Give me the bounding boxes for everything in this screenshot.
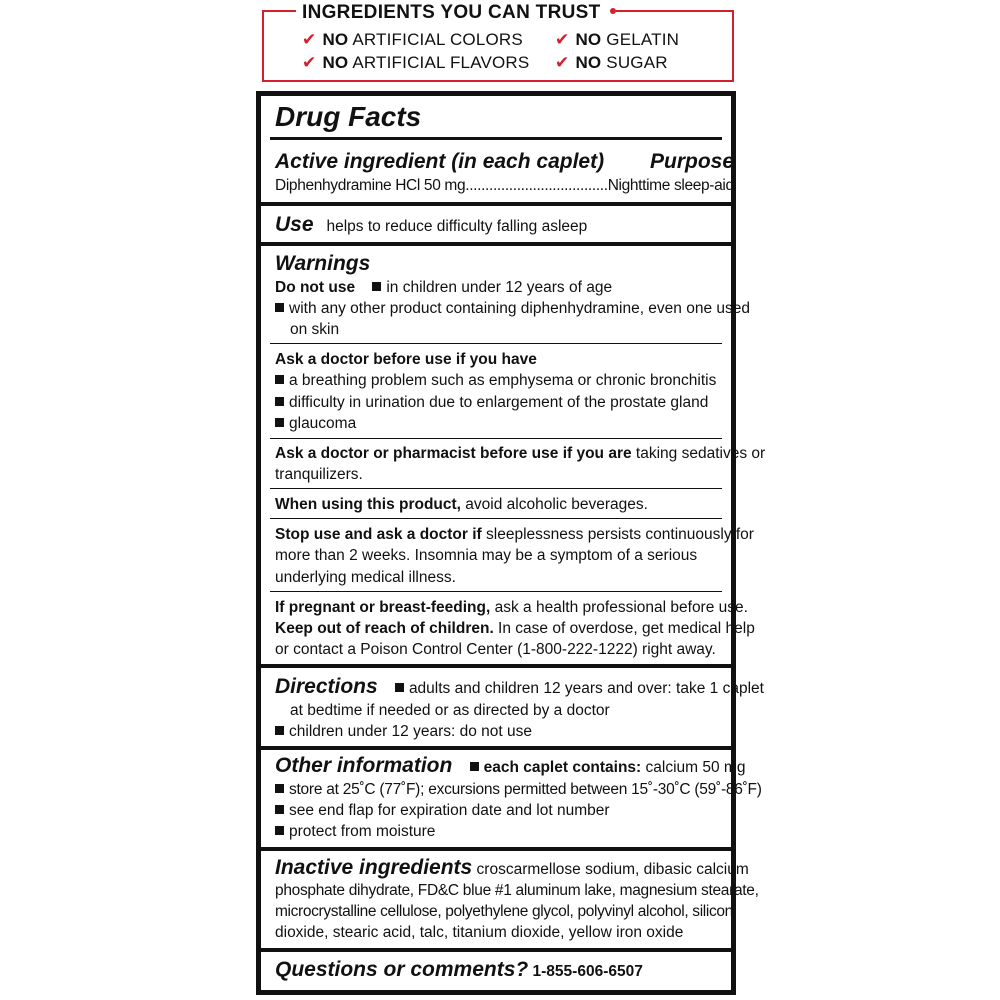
- questions-heading: Questions or comments?: [275, 958, 529, 981]
- inactive-line-3: microcrystalline cellulose, polyethylene glycol, polyvinyl alcohol, silicon: [275, 903, 733, 920]
- directions-heading: Directions: [275, 675, 378, 698]
- bullet-square-icon: [372, 282, 381, 291]
- directions-line-2: at bedtime if needed or as directed by a doctor: [290, 702, 610, 719]
- use-section: [275, 212, 587, 238]
- active-ingredient-line: Diphenhydramine HCl 50 mg....................................Nighttime sleep-aid: [275, 177, 734, 194]
- bullet-square-icon: [470, 762, 479, 771]
- active-ingredient-heading: Active ingredient (in each caplet): [275, 150, 605, 173]
- do-not-use-item: with any other product containing diphenhydramine, even one used: [275, 299, 750, 319]
- other-info-item: store at 25˚C (77˚F); excursions permitted between 15˚-30˚C (59˚-86˚F): [275, 780, 762, 800]
- bullet-square-icon: [275, 784, 284, 793]
- trust-banner-border-right: [616, 10, 734, 12]
- bullet-square-icon: [275, 826, 284, 835]
- stop-use-line-2: more than 2 weeks. Insomnia may be a symptom of a serious: [275, 547, 698, 564]
- questions-phone: 1-855-606-6507: [528, 963, 643, 980]
- bullet-square-icon: [275, 303, 284, 312]
- divider: [270, 518, 722, 519]
- other-info-heading: Other information: [275, 754, 453, 777]
- divider: [270, 343, 722, 344]
- other-info-item: protect from moisture: [275, 822, 435, 842]
- checkmark-icon: ✔: [555, 30, 570, 50]
- when-using-line: When using this product, avoid alcoholic beverages.: [275, 496, 648, 513]
- bullet-square-icon: [275, 726, 284, 735]
- ask-doctor-heading: Ask a doctor before use if you have: [275, 351, 537, 368]
- ask-doctor-item: glaucoma: [275, 414, 356, 434]
- trust-item-no-gelatin: ✔ NO GELATIN: [555, 30, 680, 50]
- stop-use-line: Stop use and ask a doctor if sleeplessness persists continuously for: [275, 526, 754, 543]
- section-divider: [261, 664, 731, 668]
- bullet-square-icon: [275, 418, 284, 427]
- stop-use-line-3: underlying medical illness.: [275, 569, 456, 586]
- section-divider: [261, 746, 731, 750]
- bullet-square-icon: [275, 397, 284, 406]
- bullet-square-icon: [395, 683, 404, 692]
- checkmark-icon: ✔: [302, 30, 317, 50]
- inactive-line: Inactive ingredients croscarmellose sodium, dibasic calcium: [275, 856, 749, 879]
- trust-item-no-artificial-flavors: ✔ NO ARTIFICIAL FLAVORS: [302, 53, 530, 73]
- ask-pharmacist-line-cont: tranquilizers.: [275, 466, 363, 483]
- divider: [270, 438, 722, 439]
- keep-out-line-2: or contact a Poison Control Center (1-800-222-1222) right away.: [275, 641, 716, 658]
- do-not-use-item-cont: on skin: [290, 321, 340, 338]
- divider: [270, 137, 722, 140]
- ask-doctor-item: a breathing problem such as emphysema or chronic bronchitis: [275, 371, 716, 391]
- ask-doctor-item: difficulty in urination due to enlargement of the prostate gland: [275, 393, 708, 413]
- use-text: helps to reduce difficulty falling asleep: [326, 218, 588, 235]
- keep-out-line: Keep out of reach of children. In case of overdose, get medical help: [275, 620, 755, 637]
- bullet-square-icon: [275, 805, 284, 814]
- trust-item-no-sugar: ✔ NO SUGAR: [555, 53, 668, 73]
- divider: [270, 488, 722, 489]
- trust-banner-border-left: [262, 10, 296, 12]
- checkmark-icon: ✔: [555, 53, 570, 73]
- directions-item: children under 12 years: do not use: [275, 722, 532, 742]
- section-divider: [261, 242, 731, 246]
- purpose-heading: Purpose: [650, 150, 735, 173]
- do-not-use-line: Do not use in children under 12 years of age: [275, 279, 613, 296]
- drug-facts-title: Drug Facts: [275, 101, 422, 132]
- warnings-heading: Warnings: [275, 252, 371, 275]
- inactive-heading: Inactive ingredients: [275, 856, 473, 879]
- trust-banner-title: INGREDIENTS YOU CAN TRUST: [302, 2, 601, 23]
- checkmark-icon: ✔: [302, 53, 317, 73]
- divider: [270, 591, 722, 592]
- other-info-item: see end flap for expiration date and lot number: [275, 801, 610, 821]
- section-divider: [261, 202, 731, 206]
- trust-banner-dot: [610, 8, 616, 14]
- bullet-square-icon: [275, 375, 284, 384]
- use-heading: Use: [275, 213, 314, 236]
- inactive-line-2: phosphate dihydrate, FD&C blue #1 aluminum lake, magnesium stearate,: [275, 882, 759, 899]
- ask-pharmacist-line: Ask a doctor or pharmacist before use if you are taking sedatives or: [275, 445, 766, 462]
- trust-item-no-artificial-colors: ✔ NO ARTIFICIAL COLORS: [302, 30, 523, 50]
- inactive-line-4: dioxide, stearic acid, talc, titanium dioxide, yellow iron oxide: [275, 924, 684, 941]
- questions-line: [275, 957, 643, 983]
- section-divider: [261, 847, 731, 851]
- directions-line: Directions adults and children 12 years and over: take 1 caplet: [275, 675, 764, 698]
- section-divider: [261, 948, 731, 952]
- pregnant-line: If pregnant or breast-feeding, ask a health professional before use.: [275, 599, 748, 616]
- other-info-line: Other information each caplet contains: calcium 50 mg: [275, 754, 746, 777]
